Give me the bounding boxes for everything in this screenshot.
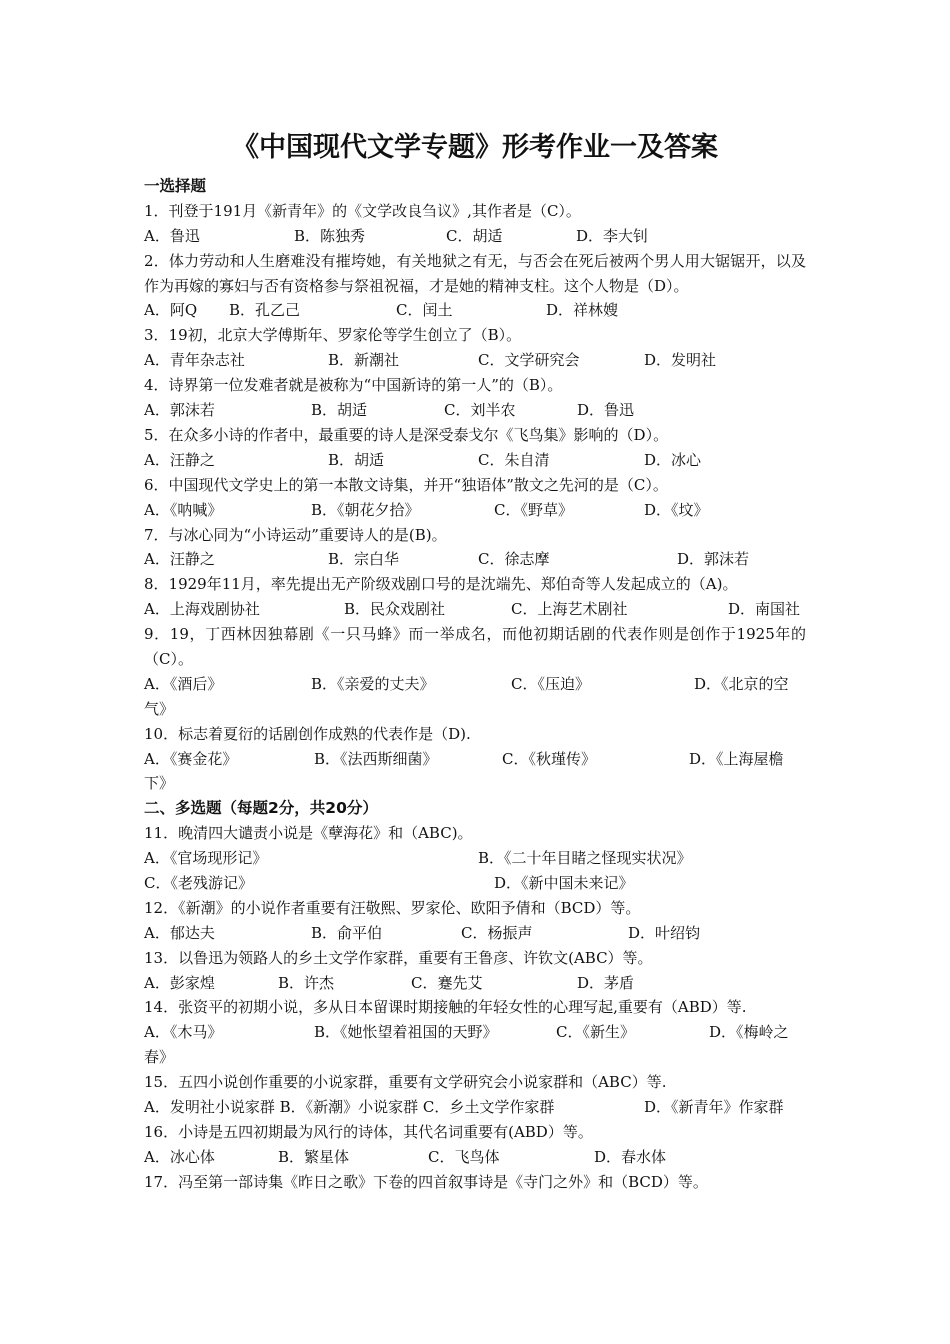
question-8: 8．1929年11月，率先提出无产阶级戏剧口号的是沈端先、郑伯奇等人发起成立的（A)。 [144,575,738,594]
option: B．民众戏剧社 [344,600,446,619]
options-10 [144,747,806,772]
option: D．南国社 [728,600,801,619]
question-12: 12．《新潮》的小说作者重要有汪敬熙、罗家伦、欧阳予倩和（BCD）等。 [144,898,641,917]
options-11-row2 [144,871,806,896]
option: A．《官场现形记》 [144,849,268,868]
question-2: 2．体力劳动和人生磨难没有摧垮她，有关地狱之有无，与否会在死后被两个男人用大锯锯开，以及作为再嫁的寡妇与否有资格参与祭祖祝福，才是她的精神支柱。这个人物是（D）。 [144,251,806,295]
document-title: 《中国现代文学专题》形考作业一及答案 [232,132,718,163]
option: A．《酒后》 [144,674,223,693]
option: A．冰心体 [144,1147,215,1166]
option: B．胡适 [311,401,368,420]
option-continuation: 春》 [144,1048,175,1067]
option: A．郁达夫 [144,923,215,942]
options-11 [144,846,806,871]
options-6 [144,498,806,523]
question-9: 9．19，丁西林因独幕剧《一只马蜂》而一举成名，而他初期话剧的代表作则是创作于1925年的（C）。 [144,625,806,668]
options-15 [144,1095,806,1120]
option: A．彭家煌 [144,973,215,992]
option: C．徐志摩 [478,550,550,569]
option: B．《法西斯细菌》 [314,749,438,768]
options-12 [144,921,806,946]
option: D．郭沫若 [677,550,750,569]
option: B．《亲爱的丈夫》 [311,674,435,693]
option: B．俞平伯 [311,923,383,942]
option: C．文学研究会 [478,351,580,370]
question-13: 13．以鲁迅为领路人的乡土文学作家群，重要有王鲁彦、许钦文(ABC）等。 [144,948,653,967]
options-7 [144,547,806,572]
option: B．新潮社 [328,351,400,370]
option: C．飞鸟体 [428,1147,500,1166]
option: D．春水体 [594,1147,667,1166]
option: D．《新中国未来记》 [494,874,634,892]
options-14 [144,1020,806,1045]
option: C．《野草》 [494,500,573,519]
option: D．叶绍钧 [628,923,701,942]
option: B．陈独秀 [294,226,366,245]
option: D．祥林嫂 [546,301,619,320]
option: D．《梅岭之 [709,1023,789,1042]
option: B．繁星体 [278,1147,350,1166]
question-3: 3．19初，北京大学傅斯年、罗家伦等学生创立了（B）。 [144,326,522,345]
option: C．杨振声 [461,923,533,942]
option-continuation: 下》 [144,774,175,793]
option: D．鲁迅 [577,401,635,420]
section-heading-single-choice: 一选择题 [144,177,207,195]
option: C．《新生》 [556,1023,635,1042]
options-1 [144,224,806,249]
option: A．郭沫若 [144,401,215,420]
document-body [144,174,806,1195]
option: A．《呐喊》 [144,500,223,519]
options-16 [144,1145,806,1170]
options-3 [144,348,806,373]
question-10: 10．标志着夏衍的话剧创作成熟的代表作是（D). [144,724,471,743]
question-14: 14．张资平的初期小说，多从日本留课时期接触的年轻女性的心理写起,重要有（ABD）等. [144,998,747,1017]
option: C．《压迫》 [511,674,590,693]
option: A．《木马》 [144,1023,223,1042]
options-5 [144,448,806,473]
option: B．《二十年目睹之怪现实状况》 [478,849,692,868]
section-heading-multiple-choice: 二、多选题（每题2分，共20分） [144,799,378,818]
option: B．许杰 [278,973,335,992]
option: D．茅盾 [577,973,635,992]
option: C．《秋瑾传》 [502,749,596,768]
option: A．汪静之 [144,550,215,569]
option: C．朱自清 [478,450,550,469]
option: D．李大钊 [576,226,649,245]
question-15: 15．五四小说创作重要的小说家群，重要有文学研究会小说家群和（ABC）等. [144,1073,667,1092]
question-7: 7．与冰心同为“小诗运动”重要诗人的是(B)。 [144,525,447,544]
option: D．《新青年》作家群 [644,1098,784,1117]
option: C．胡适 [446,226,503,245]
options-8 [144,597,806,622]
question-16: 16．小诗是五四初期最为风行的诗体，其代名词重要有(ABD）等。 [144,1122,593,1141]
option: D．《坟》 [644,500,709,519]
option: C．上海艺术剧社 [511,600,628,619]
option: A．阿Q [144,301,198,320]
options-4 [144,398,806,423]
question-5: 5．在众多小诗的作者中，最重要的诗人是深受泰戈尔《飞鸟集》影响的（D）。 [144,425,669,444]
option: D．《上海屋檐 [689,749,784,768]
option: C．闰土 [396,301,453,320]
option: C．刘半农 [444,401,516,420]
option: A．汪静之 [144,450,215,469]
option: B．《朝花夕拾》 [311,500,420,519]
option: A．《赛金花》 [144,749,238,768]
option: D．发明社 [644,351,717,370]
option: B．《她怅望着祖国的天野》 [314,1023,498,1042]
question-1: 1．刊登于191月《新青年》的《文学改良刍议》,其作者是（C）。 [144,201,581,220]
option: D．冰心 [644,450,702,469]
option: A．发明社小说家群 B．《新潮》小说家群 C．乡土文学作家群 [144,1098,555,1117]
question-4: 4．诗界第一位发难者就是被称为“中国新诗的第一人”的（B）。 [144,376,563,395]
options-9 [144,672,806,697]
question-17: 17．冯至第一部诗集《昨日之歌》下卷的四首叙事诗是《寺门之外》和（BCD）等。 [144,1172,708,1191]
option: A．青年杂志社 [144,351,245,370]
option: B．胡适 [328,450,385,469]
option: B．宗白华 [328,550,400,569]
option: C．蹇先艾 [411,973,483,992]
question-6: 6．中国现代文学史上的第一本散文诗集，并开“独语体”散文之先河的是（C）。 [144,475,668,494]
option: C．《老残游记》 [144,874,253,892]
option-continuation: 气》 [144,699,175,718]
option: A．上海戏剧协社 [144,600,260,619]
option: A．鲁迅 [144,226,200,245]
options-13 [144,971,806,996]
question-11: 11．晚清四大谴责小说是《孽海花》和（ABC)。 [144,824,473,843]
option: D．《北京的空 [694,674,789,693]
options-2 [144,298,806,323]
option: B．孔乙己 [229,301,301,320]
